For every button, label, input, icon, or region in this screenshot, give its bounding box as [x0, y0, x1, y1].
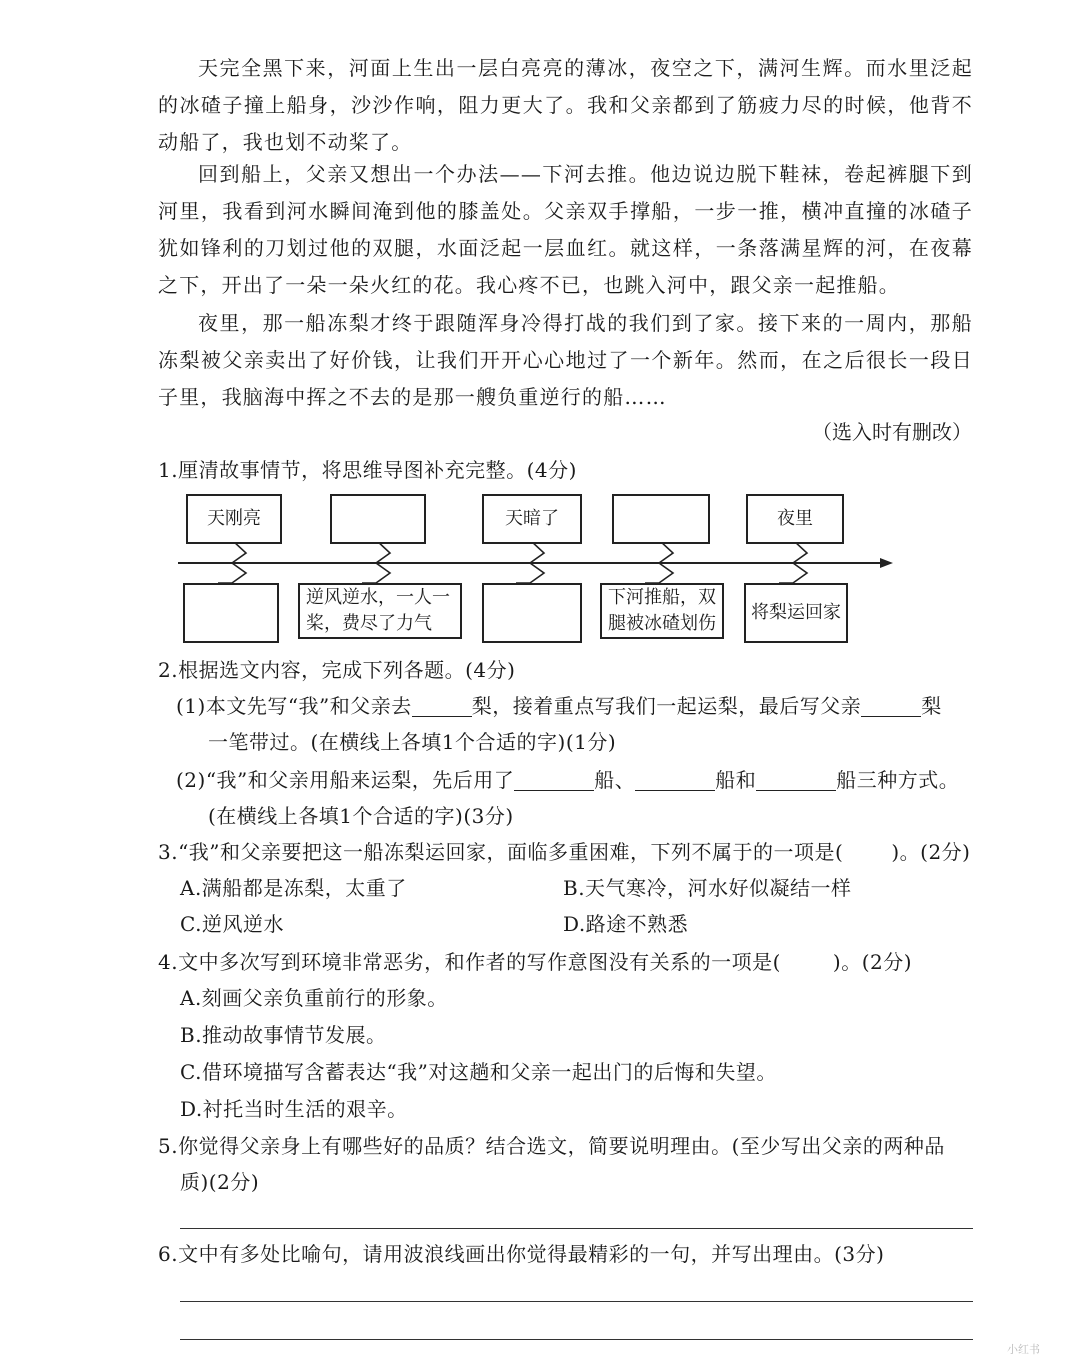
bottom-connector	[516, 563, 544, 583]
source-note: （选入时有删改）	[812, 420, 972, 444]
bottom-box-4: 下河推船，双腿被冰碴划伤	[600, 583, 724, 639]
q3-stem: 3.“我”和父亲要把这一船冻梨运回家，面临多重困难，下列不属于的一项是(	[158, 840, 844, 864]
bottom-box-1-blank[interactable]	[183, 583, 279, 643]
question-5-text: 5.你觉得父亲身上有哪些好的品质？结合选文，简要说明理由。(至少写出父亲的两种品	[158, 1134, 945, 1158]
q4-stem: 4.文中多次写到环境非常恶劣，和作者的写作意图没有关系的一项是(	[158, 950, 781, 974]
question-2-sub-1-line2: 一笔带过。(在横线上各填1个合适的字)(1分)	[208, 730, 617, 754]
q2-1-part-a: (1)本文先写“我”和父亲去	[176, 694, 412, 718]
q3-option-d[interactable]: D.路途不熟悉	[563, 912, 689, 936]
q4-points: )。(2分)	[832, 950, 913, 974]
q2-2-blank-2[interactable]	[635, 766, 715, 791]
question-6-text: 6.文中有多处比喻句，请用波浪线画出你觉得最精彩的一句，并写出理由。(3分)	[158, 1242, 885, 1266]
q2-1-blank-2[interactable]	[861, 692, 921, 717]
q2-2-part-c: 船和	[715, 768, 757, 792]
q6-answer-line-1[interactable]	[180, 1301, 973, 1302]
q3-option-b[interactable]: B.天气寒冷，河水好似凝结一样	[563, 876, 852, 900]
q4-option-b[interactable]: B.推动故事情节发展。	[180, 1023, 387, 1047]
timeline-arrowhead	[880, 558, 893, 568]
q3-option-a[interactable]: A.满船都是冻梨，太重了	[180, 876, 407, 900]
q3-option-c[interactable]: C.逆风逆水	[180, 912, 284, 936]
question-1-text: 1.厘清故事情节，将思维导图补充完整。(4分)	[158, 458, 577, 482]
q2-1-part-b: 梨，接着重点写我们一起运梨，最后写父亲	[471, 694, 862, 718]
bottom-connector	[362, 563, 390, 583]
question-2-text: 2.根据选文内容，完成下列各题。(4分)	[158, 658, 516, 682]
q2-2-part-b: 船、	[594, 768, 636, 792]
passage-paragraph: 回到船上，父亲又想出一个办法——下河去推。他边说边脱下鞋袜，卷起裤腿下到河里，我看到河水瞬间淹到他的膝盖处。父亲双手撑船，一步一推，横冲直撞的冰碴子犹如锋利的刀划过他的双腿，水面泛起一层血红。就这样，一条落满星辉的河，在夜幕之下，开出了一朵一朵火红的花。我心疼不已，也跳入河中，跟父亲一起推船。	[158, 162, 973, 297]
bottom-connector	[218, 563, 246, 583]
question-2-sub-1	[176, 688, 942, 724]
top-box-5: 夜里	[746, 494, 844, 544]
q5-answer-line[interactable]	[180, 1228, 973, 1229]
question-5-text-line2: 质)(2分)	[180, 1170, 260, 1194]
passage-paragraph: 夜里，那一船冻梨才终于跟随浑身冷得打战的我们到了家。接下来的一周内，那船冻梨被父亲卖出了好价钱，让我们开开心心地过了一个新年。然而，在之后很长一段日子里，我脑海中挥之不去的是那一艘负重逆行的船……	[158, 311, 973, 409]
q2-1-part-c: 梨	[921, 694, 942, 718]
q4-option-a[interactable]: A.刻画父亲负重前行的形象。	[180, 986, 448, 1010]
bottom-box-3-blank[interactable]	[482, 583, 582, 643]
top-box-4-blank[interactable]	[612, 494, 710, 544]
q2-2-part-d: 船三种方式。	[836, 768, 960, 792]
question-2-sub-2	[176, 762, 959, 798]
top-box-2-blank[interactable]	[330, 494, 426, 544]
q3-points: )。(2分)	[891, 840, 971, 864]
top-box-1: 天刚亮	[186, 494, 282, 544]
bottom-box-5: 将梨运回家	[744, 583, 848, 643]
q2-2-blank-1[interactable]	[514, 766, 594, 791]
q4-option-c[interactable]: C.借环境描写含蓄表达“我”对这趟和父亲一起出门的后悔和失望。	[180, 1060, 777, 1084]
bottom-box-2: 逆风逆水，一人一桨，费尽了力气	[298, 583, 462, 639]
bottom-connector	[645, 563, 673, 583]
q6-answer-line-2[interactable]	[180, 1339, 973, 1340]
top-box-3: 天暗了	[482, 494, 582, 544]
q2-1-blank-1[interactable]	[412, 692, 472, 717]
q2-2-blank-3[interactable]	[756, 766, 836, 791]
question-3-text	[158, 834, 970, 870]
question-4-text	[158, 944, 912, 980]
q4-option-d[interactable]: D.衬托当时生活的艰辛。	[180, 1097, 408, 1121]
question-2-sub-2-line2: (在横线上各填1个合适的字)(3分)	[208, 804, 514, 828]
bottom-connector	[779, 563, 807, 583]
watermark: 小红书	[1007, 1343, 1040, 1356]
q2-2-part-a: (2)“我”和父亲用船来运梨，先后用了	[176, 768, 515, 792]
passage-paragraph: 天完全黑下来，河面上生出一层白亮亮的薄冰，夜空之下，满河生辉。而水里泛起的冰碴子撞上船身，沙沙作响，阻力更大了。我和父亲都到了筋疲力尽的时候，他背不动船了，我也划不动桨了。	[158, 56, 973, 154]
